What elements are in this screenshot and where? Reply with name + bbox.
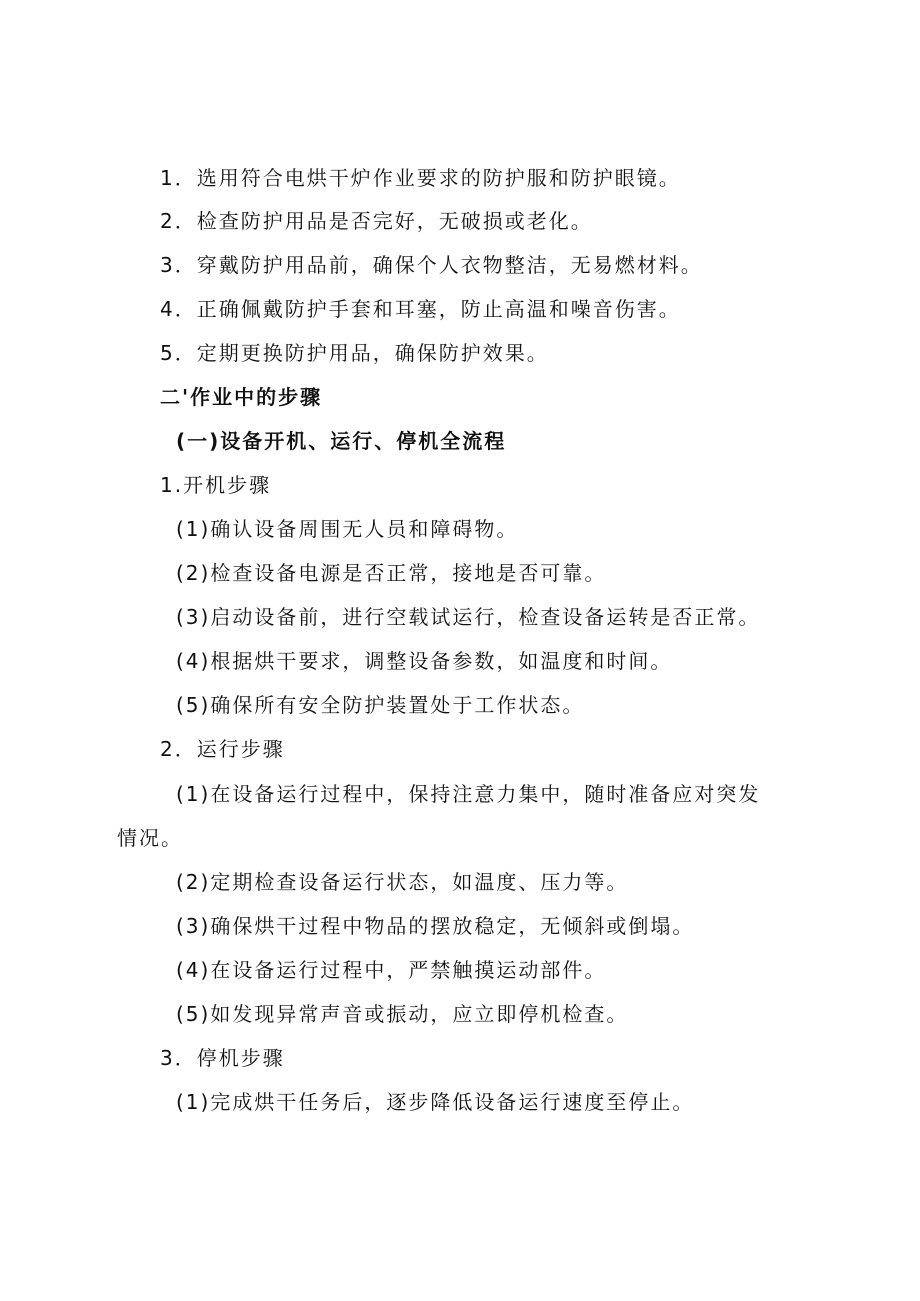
startup-step-1: (1)确认设备周围无人员和障碍物。 <box>176 517 519 541</box>
section-heading: 二'作业中的步骤 <box>160 385 323 409</box>
operation-step-5: (5)如发现异常声音或振动，应立即停机检查。 <box>176 1002 629 1026</box>
startup-step-3: (3)启动设备前，进行空载试运行，检查设备运转是否正常。 <box>176 605 761 629</box>
operation-step-4: (4)在设备运行过程中，严禁触摸运动部件。 <box>176 958 607 982</box>
operation-step-1: (1)在设备运行过程中，保持注意力集中，随时准备应对突发 <box>176 782 761 806</box>
shutdown-step-1: (1)完成烘干任务后，逐步降低设备运行速度至停止。 <box>176 1090 695 1114</box>
prep-item-4: 4．正确佩戴防护手套和耳塞，防止高温和噪音伤害。 <box>160 297 681 321</box>
subsection-heading: (一)设备开机、运行、停机全流程 <box>176 429 507 453</box>
startup-step-4: (4)根据烘干要求，调整设备参数，如温度和时间。 <box>176 649 673 673</box>
prep-item-1: 1．选用符合电烘干炉作业要求的防护服和防护眼镜。 <box>160 166 681 190</box>
prep-item-5: 5．定期更换防护用品，确保防护效果。 <box>160 341 549 365</box>
startup-step-5: (5)确保所有安全防护装置处于工作状态。 <box>176 693 585 717</box>
shutdown-heading: 3．停机步骤 <box>160 1046 285 1070</box>
prep-item-3: 3．穿戴防护用品前，确保个人衣物整洁，无易燃材料。 <box>160 253 703 277</box>
operation-step-2: (2)定期检查设备运行状态，如温度、压力等。 <box>176 870 629 894</box>
prep-item-2: 2．检查防护用品是否完好，无破损或老化。 <box>160 209 593 233</box>
startup-step-2: (2)检查设备电源是否正常，接地是否可靠。 <box>176 561 607 585</box>
operation-step-3: (3)确保烘干过程中物品的摆放稳定，无倾斜或倒塌。 <box>176 914 695 938</box>
operation-step-1-continued: 情况。 <box>117 826 183 850</box>
startup-heading: 1.开机步骤 <box>160 473 272 497</box>
operation-heading: 2．运行步骤 <box>160 737 285 761</box>
